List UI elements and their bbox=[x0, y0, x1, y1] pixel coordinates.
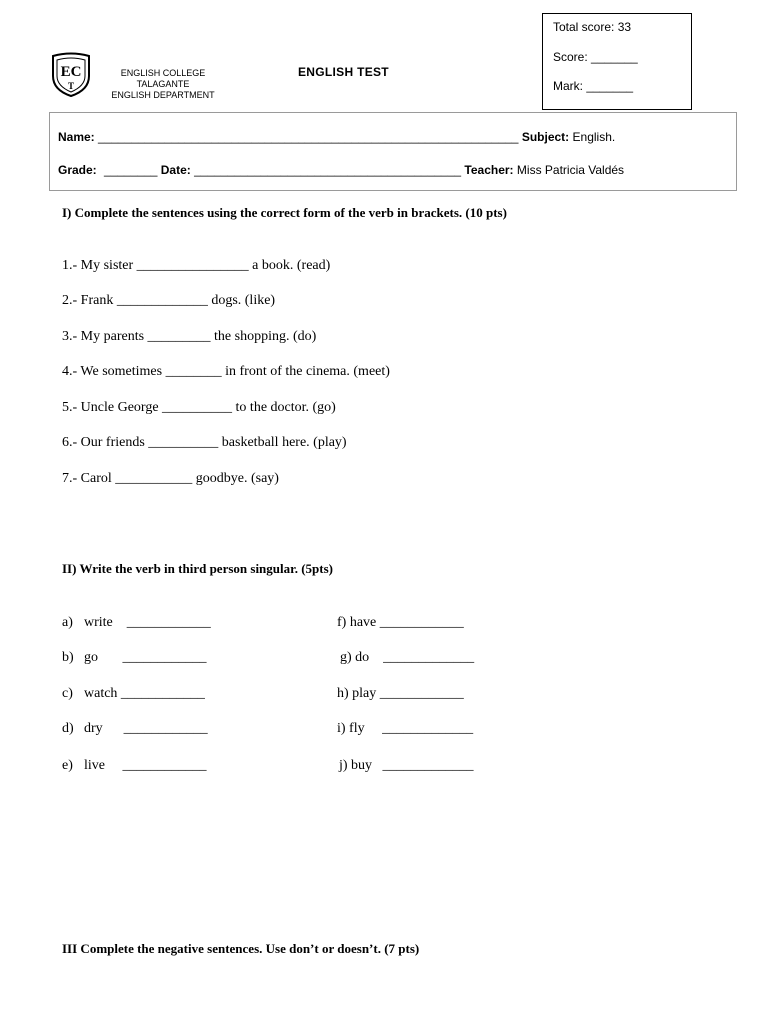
verb-item-d bbox=[62, 721, 208, 737]
sentence-5: 5.- Uncle George __________ to the doctor. (go) bbox=[62, 400, 336, 415]
test-title: ENGLISH TEST bbox=[298, 65, 389, 79]
sentence-3: 3.- My parents _________ the shopping. (do) bbox=[62, 329, 317, 344]
section-2-heading: II) Write the verb in third person singular. (5pts) bbox=[62, 561, 333, 576]
logo-letters: EC bbox=[60, 64, 82, 80]
section-1-heading: I) Complete the sentences using the correct form of the verb in brackets. (10 pts) bbox=[62, 205, 507, 220]
verb-item-i: i) fly _____________ bbox=[337, 721, 474, 736]
verb-letter: d) bbox=[62, 721, 74, 736]
verb-text: dry ____________ bbox=[84, 721, 208, 736]
grade-label: Grade: bbox=[58, 163, 97, 177]
logo-sub: T bbox=[67, 81, 75, 91]
school-line-2: TALAGANTE bbox=[136, 79, 190, 89]
student-info-box bbox=[49, 112, 737, 191]
verb-item-a bbox=[62, 615, 211, 631]
verb-item-e bbox=[62, 758, 207, 774]
sentence-2: 2.- Frank _____________ dogs. (like) bbox=[62, 293, 276, 308]
name-row bbox=[58, 130, 615, 144]
section-3-heading: III Complete the negative sentences. Use don’t or doesn’t. (7 pts) bbox=[62, 941, 420, 956]
verb-text: live ____________ bbox=[84, 758, 207, 773]
verb-item-h: h) play ____________ bbox=[337, 686, 464, 701]
school-logo bbox=[49, 52, 93, 98]
verb-letter: b) bbox=[62, 650, 74, 665]
verb-letter: c) bbox=[62, 686, 73, 701]
score-field: Score: _______ bbox=[553, 50, 638, 64]
score-box bbox=[542, 13, 692, 110]
school-line-3: ENGLISH DEPARTMENT bbox=[111, 90, 215, 100]
verb-item-g: g) do _____________ bbox=[340, 650, 475, 665]
mark-field: Mark: _______ bbox=[553, 79, 634, 93]
verb-letter: a) bbox=[62, 615, 73, 630]
subject-label: Subject: bbox=[521, 130, 570, 144]
grade-blank: ________ bbox=[104, 163, 158, 177]
teacher-label: Teacher: bbox=[464, 163, 514, 177]
teacher-value: Miss Patricia Valdés bbox=[516, 163, 625, 177]
name-blank: _______________________________________________________________ bbox=[98, 130, 519, 144]
grade-row bbox=[58, 163, 624, 177]
verb-item-f: f) have ____________ bbox=[337, 615, 464, 630]
verb-letter: e) bbox=[62, 758, 73, 773]
name-label: Name: bbox=[58, 130, 95, 144]
school-line-1: ENGLISH COLLEGE bbox=[120, 68, 206, 78]
verb-item-b bbox=[62, 650, 207, 666]
subject-value: English. bbox=[572, 130, 616, 144]
total-score: Total score: 33 bbox=[553, 20, 632, 34]
sentence-7: 7.- Carol ___________ goodbye. (say) bbox=[62, 471, 279, 486]
verb-item-j: j) buy _____________ bbox=[339, 758, 474, 773]
date-blank: ________________________________________ bbox=[194, 163, 462, 177]
school-name bbox=[98, 67, 228, 101]
date-label: Date: bbox=[160, 163, 191, 177]
verb-text: watch ____________ bbox=[84, 686, 205, 701]
verb-text: go ____________ bbox=[84, 650, 207, 665]
sentence-1: 1.- My sister ________________ a book. (read) bbox=[62, 258, 331, 273]
verb-text: write ____________ bbox=[84, 615, 211, 630]
verb-item-c bbox=[62, 686, 205, 702]
sentence-4: 4.- We sometimes ________ in front of the cinema. (meet) bbox=[62, 364, 390, 379]
sentence-6: 6.- Our friends __________ basketball here. (play) bbox=[62, 435, 347, 450]
